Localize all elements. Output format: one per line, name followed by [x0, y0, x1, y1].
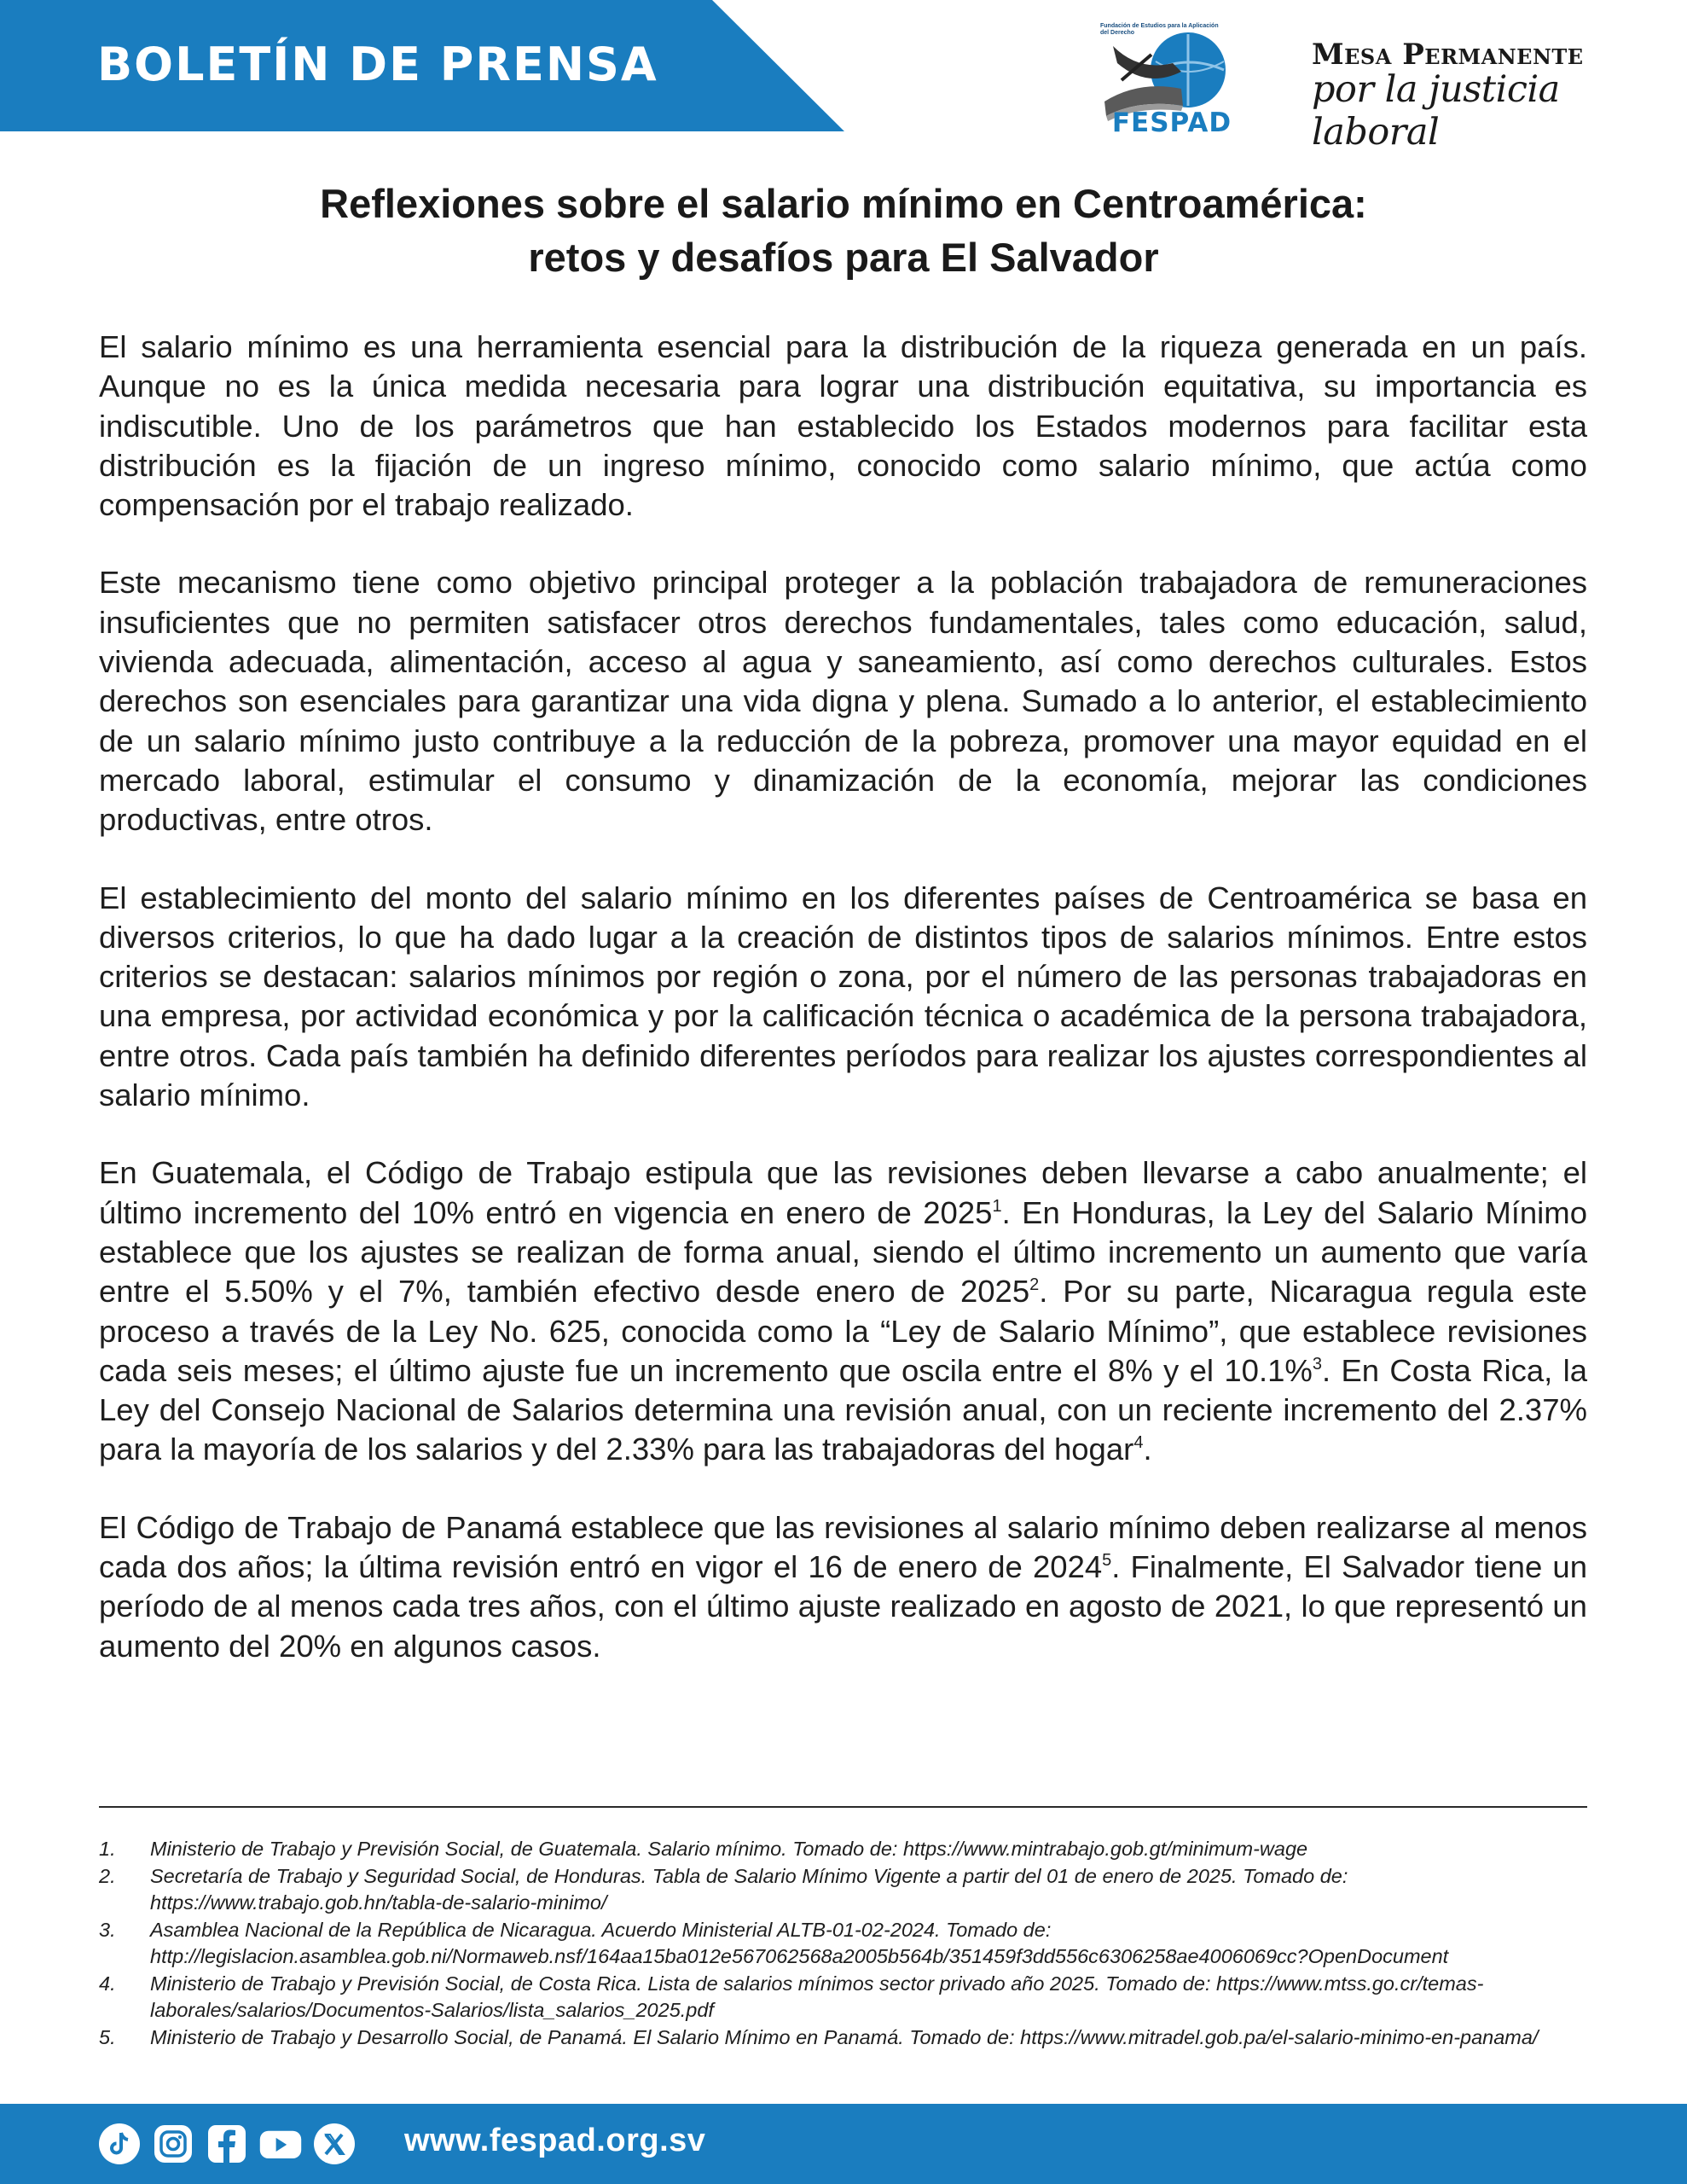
footnote-item: [99, 1971, 1587, 2024]
footnote-text: Asamblea Nacional de la República de Nicaragua. Acuerdo Ministerial ALTB-01-02-2024. Tomado de: http://legislacion.asamblea.gob.ni/Normaweb.nsf/164aa15ba012e567062568a2005b564b/351459f3dd556c6306258ae4006069cc?OpenDocument: [150, 1918, 1449, 1967]
footnote-item: [99, 1917, 1587, 1971]
title-line2: retos y desafíos para El Salvador: [528, 235, 1159, 280]
paragraph-4-text: .: [1143, 1432, 1152, 1467]
footnote-ref-3[interactable]: 3: [1312, 1354, 1322, 1374]
article-body: [99, 328, 1587, 1705]
footnote-ref-5[interactable]: 5: [1102, 1551, 1112, 1571]
footnote-text: Secretaría de Trabajo y Seguridad Social, de Honduras. Tabla de Salario Mínimo Vigente a partir del 01 de enero de 2025. Tomado de: https://www.trabajo.gob.hn/tabla-de-salario-minimo/: [150, 1864, 1348, 1914]
footnote-text: Ministerio de Trabajo y Desarrollo Social, de Panamá. El Salario Mínimo en Panamá. Tomado de: https://www.mitradel.gob.pa/el-salario-minimo-en-panama/: [150, 2025, 1539, 2048]
paragraph-5-text: . Finalmente, El Salvador tiene un período de al menos cada tres años, con el último ajuste realizado en agosto de 2021, lo que representó un aumento del 20% en algunos casos.: [99, 1549, 1587, 1664]
mesa-logo-line2: por la justicia laboral: [1312, 68, 1560, 154]
paragraph-4-text: . En Costa Rica, la Ley del Consejo Nacional de Salarios determina una revisión anual, con un reciente incremento del 2.37% para la mayoría de los salarios y del 2.33% para las trabajadoras del hogar: [99, 1352, 1588, 1467]
facebook-icon[interactable]: [205, 2122, 249, 2166]
title-line1: Reflexiones sobre el salario mínimo en Centroamérica:: [320, 181, 1367, 226]
banner-title: BOLETÍN DE PRENSA: [97, 38, 658, 91]
paragraph-4-text: . En Honduras, la Ley del Salario Mínimo establece que los ajustes se realizan de forma anual, siendo el último incremento un aumento que varía entre el 5.50% y el 7%, también efectivo desde enero de 2025: [99, 1194, 1587, 1310]
footnote-item: [99, 1863, 1587, 1917]
paragraph-4-text: . Por su parte, Nicaragua regula este proceso a través de la Ley No. 625, conocida como la “Ley de Salario Mínimo”, que establece revisiones cada seis meses; el último ajuste fue un incremento que oscila entre el 8% y el 10.1%: [99, 1274, 1587, 1388]
footnote-ref-1[interactable]: 1: [992, 1196, 1002, 1216]
paragraph-3: El establecimiento del monto del salario mínimo en los diferentes países de Centroamérica se basa en diversos criterios, lo que ha dado lugar a la creación de distintos tipos de salarios mínimos. Entre estos criterios se destacan: salarios mínimos por región o zona, por el número de las personas trabajadoras en una empresa, por actividad económica y por la calificación técnica o académica de la persona trabajadora, entre otros. Cada país también ha definido diferentes períodos para realizar los ajustes correspondientes al salario mínimo.: [99, 880, 1587, 1113]
footnote-item: [99, 1836, 1587, 1863]
footnote-number: 5.: [99, 2025, 116, 2048]
footnote-number: 4.: [99, 1972, 116, 1995]
instagram-icon[interactable]: [151, 2122, 195, 2166]
fespad-small-text: Fundación de Estudios para la Aplicación del Derecho: [1100, 23, 1219, 36]
paragraph-4-text: En Guatemala, el Código de Trabajo estipula que las revisiones deben llevarse a cabo anualmente; el último incremento del 10% entró en vigencia en enero de 2025: [99, 1155, 1587, 1230]
footnote-number: 1.: [99, 1838, 116, 1860]
paragraph-5-text: El Código de Trabajo de Panamá establece que las revisiones al salario mínimo deben realizarse al menos cada dos años; la última revisión entró en vigor el 16 de enero de 2024: [99, 1509, 1587, 1585]
footnote-ref-4[interactable]: 4: [1133, 1433, 1144, 1453]
footer-bar: [0, 2104, 1687, 2184]
website-link[interactable]: www.fespad.org.sv: [404, 2123, 706, 2158]
page-title: [97, 177, 1590, 284]
x-icon[interactable]: [312, 2122, 357, 2166]
paragraph-1: El salario mínimo es una herramienta esencial para la distribución de la riqueza generada en un país. Aunque no es la única medida necesaria para lograr una distribución equitativa, su importancia es indiscutible. Uno de los parámetros que han establecido los Estados modernos para facilitar esta distribución es la fijación de un ingreso mínimo, conocido como salario mínimo, que actúa como compensación por el trabajo realizado.: [99, 329, 1587, 523]
footnote-divider: [99, 1806, 1587, 1808]
footnote-text: Ministerio de Trabajo y Previsión Social, de Costa Rica. Lista de salarios mínimos sector privado año 2025. Tomado de: https://www.mtss.go.cr/temas-laborales/salarios/Documentos-Salarios/lista_salarios_2025.pdf: [150, 1972, 1484, 2021]
footnote-item: [99, 2024, 1587, 2052]
footnote-text: Ministerio de Trabajo y Previsión Social, de Guatemala. Salario mínimo. Tomado de: https://www.mintrabajo.gob.gt/minimum-wage: [150, 1838, 1308, 1860]
footnote-list: [99, 1836, 1587, 2051]
footnote-number: 2.: [99, 1864, 116, 1887]
social-links: [97, 2122, 357, 2166]
fespad-logo-text: FESPAD: [1111, 107, 1232, 138]
youtube-icon[interactable]: [258, 2122, 303, 2166]
footnote-ref-2[interactable]: 2: [1029, 1275, 1040, 1295]
mesa-logo-line1: Mesa Permanente: [1312, 38, 1584, 72]
paragraph-2: Este mecanismo tiene como objetivo principal proteger a la población trabajadora de remuneraciones insuficientes que no permiten satisfacer otros derechos fundamentales, tales como educación, salud, vivienda adecuada, alimentación, acceso al agua y saneamiento, así como derechos culturales. Estos derechos son esenciales para garantizar una vida digna y plena. Sumado a lo anterior, el establecimiento de un salario mínimo justo contribuye a la reducción de la pobreza, promover una mayor equidad en el mercado laboral, estimular el consumo y dinamización de la economía, mejorar las condiciones productivas, entre otros.: [99, 565, 1587, 838]
tiktok-icon[interactable]: [97, 2122, 142, 2166]
mesa-permanente-logo: [1312, 38, 1687, 154]
paragraph-5: [99, 1508, 1587, 1666]
paragraph-4: [99, 1153, 1587, 1469]
footnote-number: 3.: [99, 1918, 116, 1941]
